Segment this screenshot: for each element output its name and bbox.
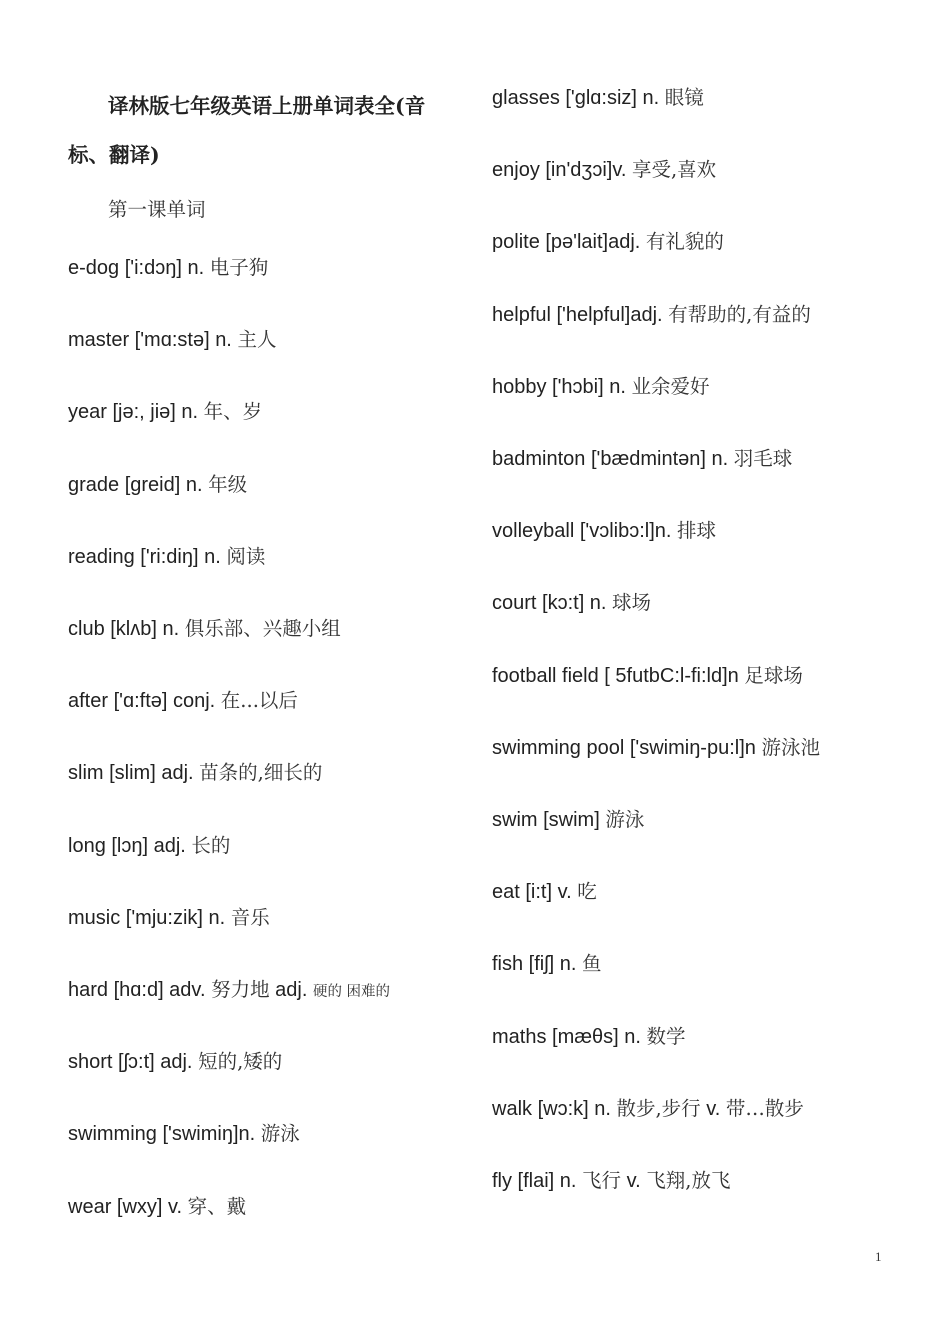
vocab-entry: [68, 905, 270, 931]
entry-english: polite [pə'lait]adj.: [492, 231, 641, 254]
vocab-entry: [68, 327, 276, 353]
entry-english: football field [ 5futbC:l-fi:ld]n: [492, 664, 739, 687]
entry-chinese: 电子狗: [209, 256, 269, 279]
vocab-entry: [492, 879, 597, 905]
entry-english-secondary: v.: [626, 1170, 641, 1192]
entry-english: court [kɔ:t] n.: [492, 592, 607, 615]
vocab-entry: [68, 1049, 282, 1075]
entry-chinese: 享受,喜欢: [631, 158, 717, 182]
entry-english: maths [mæθs] n.: [492, 1025, 641, 1048]
entry-chinese: 穿、戴: [187, 1194, 247, 1218]
vocab-entry: [492, 518, 716, 544]
vocab-entry: [68, 760, 322, 786]
entry-chinese: 数学: [646, 1024, 686, 1048]
entry-english: master ['mɑ:stə] n.: [68, 329, 232, 352]
entry-chinese: 努力地: [211, 978, 270, 1001]
entry-english: slim [slim] adj.: [68, 762, 194, 785]
entry-english: wear [wxy] v.: [68, 1195, 183, 1218]
entry-chinese: 年、岁: [203, 400, 263, 424]
vocab-entry: [68, 833, 230, 859]
entry-chinese: 足球场: [744, 663, 803, 687]
entry-chinese: 眼镜: [664, 86, 704, 109]
entry-chinese: 羽毛球: [733, 447, 793, 470]
vocab-entry: [68, 688, 298, 714]
entry-english: reading ['ri:diŋ] n.: [68, 545, 221, 568]
entry-chinese: 有礼貌的: [645, 230, 724, 254]
entry-chinese: 业余爱好: [631, 374, 710, 398]
document-title: 译林版七年级英语上册单词表全(音标、翻译): [68, 94, 426, 167]
entry-english: club [klʌb] n.: [68, 618, 180, 640]
entry-chinese: 鱼: [582, 952, 602, 976]
entry-english: long [lɔŋ] adj.: [68, 834, 186, 857]
entry-chinese: 球场: [612, 591, 652, 615]
entry-chinese: 吃: [577, 880, 597, 904]
entry-chinese: 有帮助的,有益的: [668, 302, 811, 326]
vocab-entry: [492, 590, 651, 616]
entry-chinese-secondary: 飞翔,放飞: [646, 1169, 731, 1192]
entry-english: helpful ['helpful]adj.: [492, 303, 663, 326]
vocab-entry: [68, 472, 247, 498]
entry-chinese: 年级: [208, 472, 248, 496]
vocab-entry: [492, 85, 704, 111]
entry-english: swim [swim]: [492, 809, 600, 831]
vocab-entry: [492, 735, 820, 761]
vocab-entry: [492, 1024, 686, 1050]
entry-chinese: 游泳池: [761, 735, 820, 759]
vocab-entry: [492, 157, 716, 183]
vocab-entry: [492, 302, 811, 328]
entry-english: short [ʃɔ:t] adj.: [68, 1051, 193, 1074]
entry-chinese-secondary: 带…散步: [725, 1096, 804, 1120]
entry-english: fish [fiʃ] n.: [492, 953, 577, 976]
vocab-entry: [492, 229, 724, 255]
entry-chinese: 游泳: [605, 808, 645, 831]
entry-english: grade [greid] n.: [68, 473, 203, 496]
entry-chinese: 排球: [677, 519, 717, 543]
entry-english-secondary: v.: [706, 1097, 721, 1120]
vocab-entry: [492, 951, 602, 977]
entry-english: volleyball ['vɔlibɔ:l]n.: [492, 520, 672, 543]
vocab-entry: [68, 977, 390, 1005]
entry-english: fly [flai] n.: [492, 1170, 577, 1192]
entry-english: eat [i:t] v.: [492, 881, 572, 904]
entry-english: glasses ['glɑ:siz] n.: [492, 87, 660, 109]
page-number: 1: [875, 1249, 882, 1264]
entry-english: hard [hɑ:d] adv.: [68, 979, 206, 1001]
vocab-entry: [492, 374, 709, 400]
entry-english: after ['ɑ:ftə] conj.: [68, 690, 216, 713]
entry-english: walk [wɔ:k] n.: [492, 1097, 611, 1120]
entry-chinese: 阅读: [226, 544, 266, 568]
entry-english: hobby ['hɔbi] n.: [492, 375, 626, 398]
entry-chinese: 俱乐部、兴趣小组: [184, 617, 341, 640]
entry-chinese: 游泳: [260, 1122, 300, 1146]
entry-english: e-dog ['i:dɔŋ] n.: [68, 257, 205, 279]
entry-chinese: 散步,步行: [616, 1096, 701, 1120]
entry-chinese: 主人: [237, 328, 277, 352]
entry-english: year [jə:, jiə] n.: [68, 401, 199, 424]
entry-chinese: 长的: [191, 833, 231, 857]
entry-chinese: 苗条的,细长的: [199, 761, 323, 785]
vocab-entry: [68, 544, 265, 570]
entry-english: music ['mju:zik] n.: [68, 906, 226, 929]
entry-english: swimming ['swimiŋ]n.: [68, 1123, 256, 1146]
entry-chinese: 短的,矮的: [198, 1050, 283, 1074]
vocab-entry: [68, 1194, 246, 1220]
entry-english: badminton ['bædmintən] n.: [492, 448, 729, 470]
entry-chinese: 在...以后: [220, 689, 298, 713]
vocab-entry: [492, 446, 792, 472]
entry-english: swimming pool ['swimiŋ-pu:l]n: [492, 736, 756, 759]
vocab-entry: [68, 1121, 300, 1147]
vocab-entry: [492, 1096, 804, 1122]
vocab-entry: [492, 663, 803, 689]
entry-english-secondary: adj.: [275, 979, 308, 1001]
entry-english: enjoy [in'dʒɔi]v.: [492, 159, 627, 182]
vocab-entry: [492, 807, 644, 833]
vocab-entry: [492, 1168, 730, 1194]
vocab-entry: [68, 616, 341, 642]
vocab-entry: [68, 399, 262, 425]
vocab-entry: [68, 255, 268, 281]
entry-chinese-secondary: 硬的 困难的: [312, 984, 391, 1000]
entry-chinese: 音乐: [230, 905, 270, 929]
lesson-heading: 第一课单词: [108, 198, 206, 221]
entry-chinese: 飞行: [582, 1169, 622, 1192]
